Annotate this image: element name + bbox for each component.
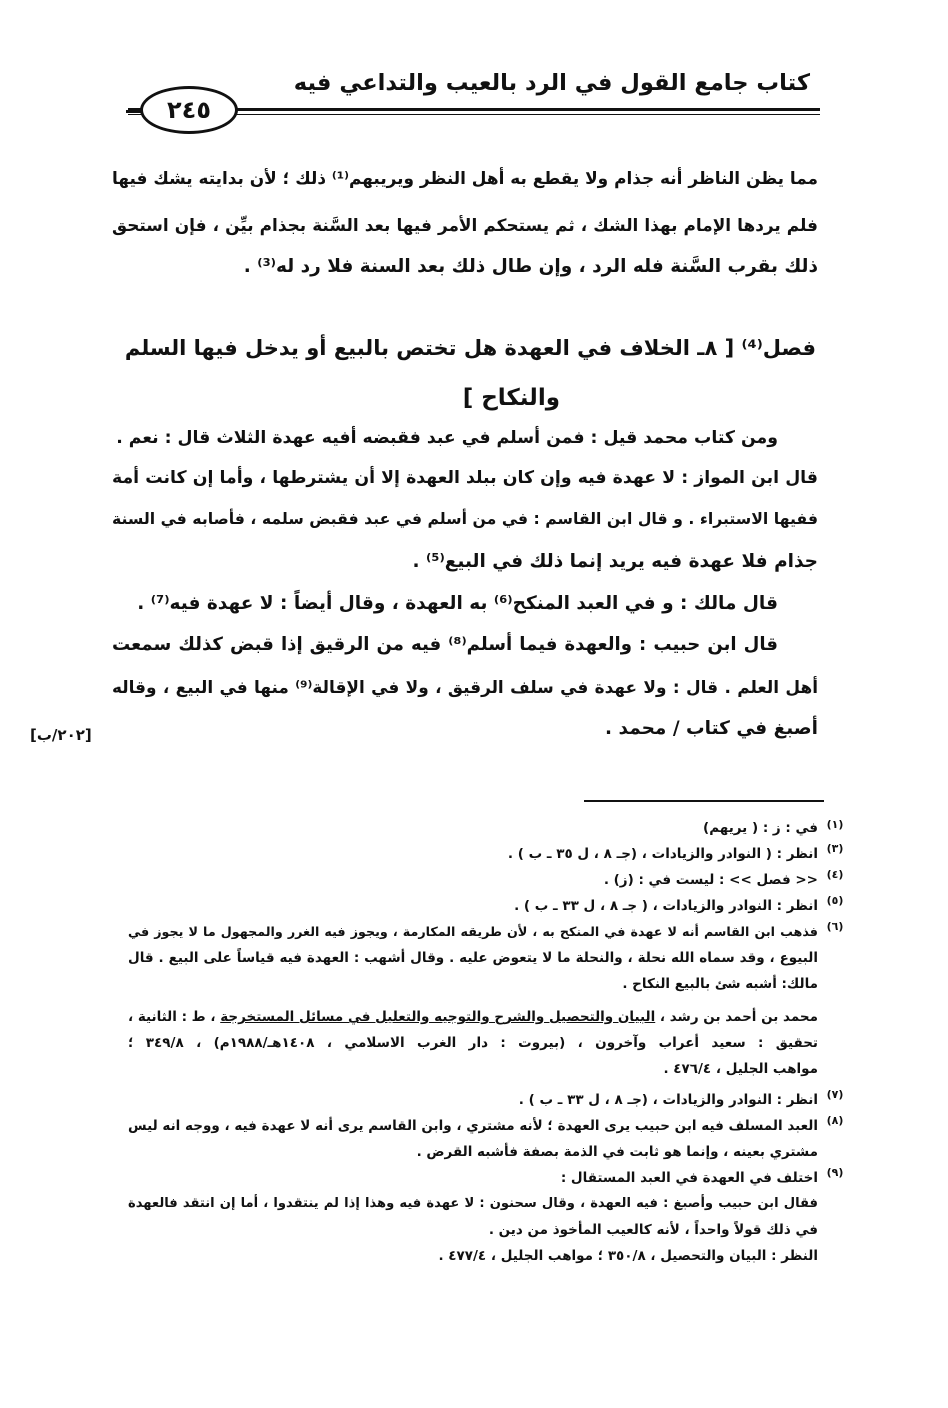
footnote-number: (٩) [826, 1166, 844, 1179]
manuscript-folio-reference: [٢٠٢/ب] [30, 726, 92, 744]
footnote-line: فذهب ابن القاسم أنه لا عهدة في المنكح به ، لأن طريقه المكارمة ، ويجوز فيه الغرر والمجهول ما لا يجوز في [128, 924, 818, 939]
footnote-line: فقال ابن حبيب وأصبغ : فيه العهدة ، وقال سحنون : لا عهدة فيه وهذا إذا لم ينتقدوا ، أما إن انتقد فالعهدة [128, 1196, 818, 1211]
footnote-number: (٤) [826, 868, 844, 881]
footnote-line: النظر : البيان والتحصيل ، ٣٥٠/٨ ؛ مواهب الجليل ، ٤٧٧/٤ . [438, 1248, 818, 1264]
footnote-line: مالك: أشبه شئ بالبيع النكاح . [622, 976, 818, 992]
body-line: أصبغ في كتاب / محمد . [605, 718, 818, 739]
footnote-line: في : ز : ( يريهم) [703, 820, 818, 836]
section-heading-continued: والنكاح ] [462, 385, 560, 411]
footnote-line: البيوع ، وقد سماه الله نحلة ، والنحلة ما لا يتعوض عليه . وقال أشهب : العهدة فيه قياساً على البيع . قال [128, 950, 818, 966]
footnote-line: تحقيق : سعيد أعراب وآخرون ، (بيروت : دار الغرب الاسلامي ، ١٤٠٨هـ/١٩٨٨م) ، ٣٤٩/٨ ؛ [128, 1035, 819, 1051]
footnote-line: انظر : النوادر والزيادات ، ( جـ ٨ ، ل ٣٣ ـ ب ) . [514, 898, 818, 914]
body-line: فلم يردها الإمام بهذا الشك ، ثم يستحكم الأمر فيها بعد السَّنة بجذام بيِّن ، فإن استحق [112, 215, 818, 235]
body-line: ومن كتاب محمد قيل : فمن أسلم في عبد فقبضه أفيه عهدة الثلاث قال : نعم . [116, 428, 778, 448]
footnote-line: انظر : النوادر والزيادات ، (جـ ٨ ، ل ٣٣ ـ ب ) . [518, 1092, 818, 1108]
footnote-line: في ذلك قولاً واحداً ، لأنه كالعيب المأخوذ من دين . [488, 1222, 818, 1238]
footnote-number: (١) [826, 818, 844, 831]
body-line: قال ابن المواز : لا عهدة فيه وإن كان ببلد العهدة إلا أن يشترطها ، وأما إن كانت أمة [112, 468, 818, 488]
footnote-number: (٧) [826, 1088, 844, 1101]
body-line: قال ابن حبيب : والعهدة فيما أسلم⁽⁸⁾ فيه من الرقيق إذا قبض كذلك سمعت [112, 634, 779, 655]
page-number: ٢٤٥ [140, 86, 238, 134]
body-line: قال مالك : و في العبد المنكح⁽⁶⁾ به العهدة ، وقال أيضاً : لا عهدة فيه⁽⁷⁾ . [137, 593, 778, 614]
footnote-line: << فصل >> : ليست في : (ز) . [603, 872, 818, 888]
body-line: أهل العلم . قال : ولا عهدة في سلف الرقيق ، ولا في الإقالة⁽⁹⁾ منها في البيع ، وقاله [112, 677, 819, 697]
footnote-line: اختلف في العهدة في العبد المستقال : [560, 1170, 818, 1186]
page-number-badge [140, 86, 236, 132]
footnote-line: انظر : ( النوادر والزيادات ، (جـ ٨ ، ل ٣٥ ـ ب ) . [507, 846, 818, 862]
footnote-line: مواهب الجليل ، ٤٧٦/٤ . [663, 1061, 818, 1077]
body-line: ففيها الاستبراء . و قال ابن القاسم : في من أسلم في عبد فقبض سلمه ، فأصابه في السنة [112, 509, 818, 528]
footnote-citation-text: محمد بن أحمد بن رشد ، البيان والتحصيل والشرح والتوجيه والتعليل في مسائل المستخرجة ، ط : الثانية ، [128, 1009, 818, 1025]
footnote-number: (٦) [826, 920, 844, 933]
section-heading: فصل⁽⁴⁾ [ ٨ـ الخلاف في العهدة هل تختص بالبيع أو يدخل فيها السلم [124, 336, 816, 360]
footnote-line: مشتري بعينه ، وإنما هو ثابت في الذمة بصفة فأشبه القرض . [416, 1144, 818, 1160]
body-line: جذام فلا عهدة فيه يريد إنما ذلك في البيع⁽⁵⁾ . [412, 551, 818, 572]
body-line: ذلك بقرب السَّنة فله الرد ، وإن طال ذلك بعد السنة فلا رد له⁽³⁾ . [243, 256, 818, 277]
running-header-title: كتاب جامع القول في الرد بالعيب والتداعي فيه [293, 70, 810, 96]
footnote-line: العبد المسلف فيه ابن حبيب يرى العهدة ؛ لأنه مشتري ، وابن القاسم يرى أنه لا عهدة فيه ، ووجه انه ليس [128, 1118, 818, 1134]
footnote-number: (٥) [826, 894, 844, 907]
footnote-number: (٣) [826, 842, 844, 855]
footnote-number: (٨) [826, 1114, 844, 1127]
footnote-line-citation [128, 1009, 818, 1025]
cited-book-title: البيان والتحصيل والشرح والتوجيه والتعليل في مسائل المستخرجة [220, 1009, 656, 1025]
body-line: مما يظن الناظر أنه جذام ولا يقطع به أهل النظر ويريبهم⁽¹⁾ ذلك ؛ لأن بدايته يشك فيها [112, 168, 818, 188]
footnote-separator [584, 800, 824, 802]
